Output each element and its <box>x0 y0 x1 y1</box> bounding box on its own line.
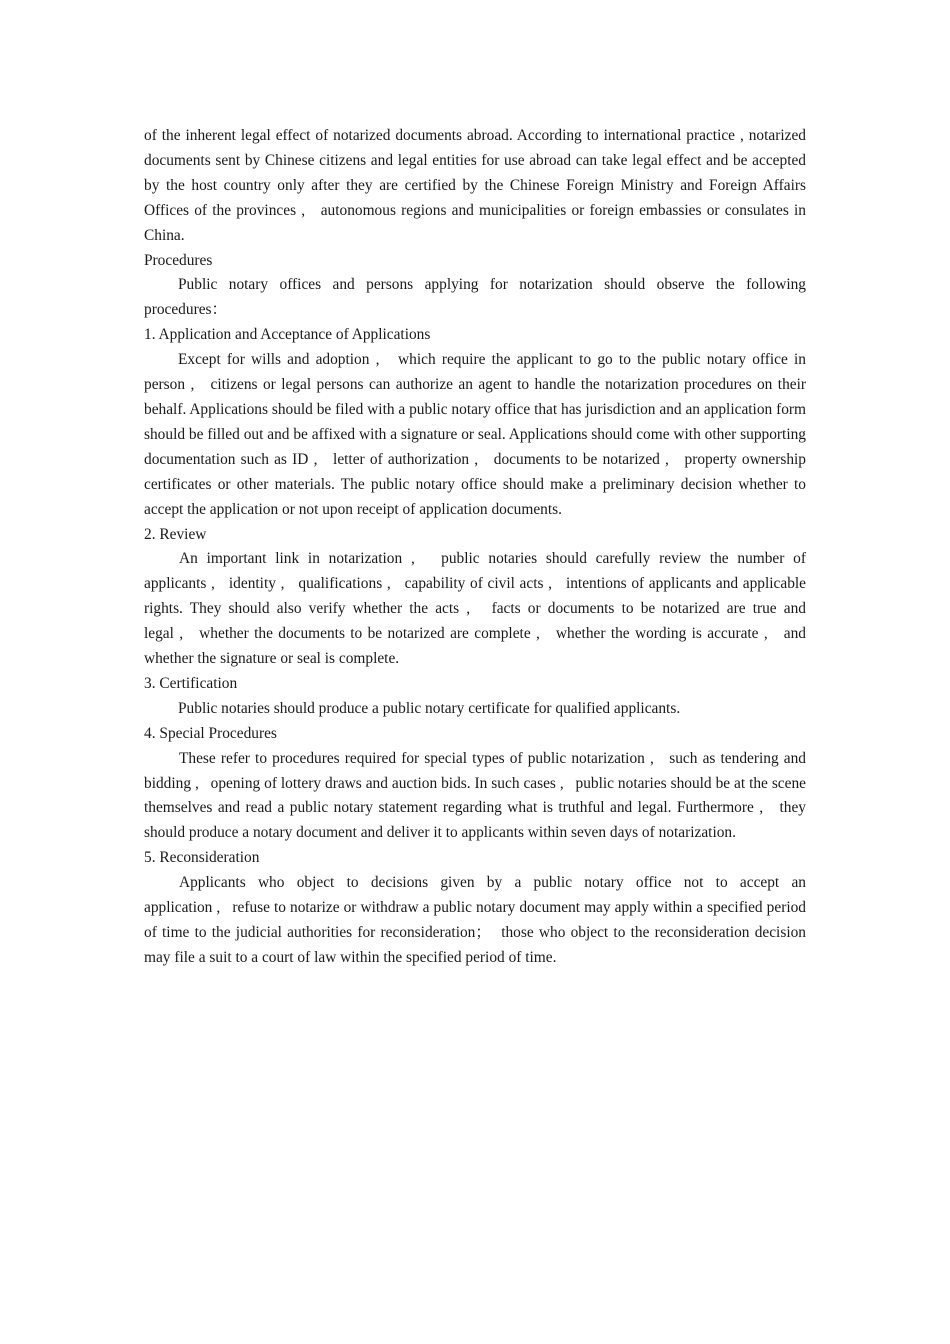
paragraph-special-procedures: These refer to procedures required for special types of public notarization , such as tendering and bidding , opening of lottery draws and auction bids. In such cases , public notaries should be at the scene themselves and read a public notary statement regarding what is truthful and legal. Furthermore , they should produce a notary document and deliver it to applicants within seven days of notarization. <box>144 749 806 842</box>
heading-reconsideration: 5. Reconsideration <box>144 849 260 867</box>
document-body <box>144 124 806 971</box>
paragraph-procedures-intro: Public notary offices and persons applying for notarization should observe the following procedures： <box>144 276 806 319</box>
heading-certification: 3. Certification <box>144 674 238 692</box>
paragraph-certification: Public notaries should produce a public notary certificate for qualified applicants. <box>178 699 681 717</box>
heading-application-acceptance: 1. Application and Acceptance of Applications <box>144 326 431 344</box>
heading-special-procedures: 4. Special Procedures <box>144 724 277 742</box>
paragraph-application-acceptance: Except for wills and adoption , which require the applicant to go to the public notary office in person , citizens or legal persons can authorize an agent to handle the notarization procedures on their behalf. Applications should be filed with a public notary office that has jurisdiction and an application form should be filled out and be affixed with a signature or seal. Applications should come with other supporting documentation such as ID , letter of authorization , documents to be notarized , property ownership certificates or other materials. The public notary office should make a preliminary decision whether to accept the application or not upon receipt of application documents. <box>144 351 806 518</box>
heading-review: 2. Review <box>144 525 207 543</box>
paragraph-reconsideration: Applicants who object to decisions given by a public notary office not to accept an application , refuse to notarize or withdraw a public notary document may apply within a specified period of time to the judicial authorities for reconsideration； those who object to the reconsideration decision may file a suit to a court of law within the specified period of time. <box>144 874 806 966</box>
paragraph-legal-effect-abroad: of the inherent legal effect of notarized documents abroad. According to international practice , notarized documents sent by Chinese citizens and legal entities for use abroad can take legal effect and be accepted by the host country only after they are certified by the Chinese Foreign Ministry and Foreign Affairs Offices of the provinces , autonomous regions and municipalities or foreign embassies or consulates in China. <box>144 127 806 244</box>
paragraph-review: An important link in notarization , public notaries should carefully review the number of applicants , identity , qualifications , capability of civil acts , intentions of applicants and applicable rights. They should also verify whether the acts , facts or documents to be notarized are true and legal , whether the documents to be notarized are complete , whether the wording is accurate , and whether the signature or seal is complete. <box>144 550 806 668</box>
heading-procedures: Procedures <box>144 251 213 269</box>
